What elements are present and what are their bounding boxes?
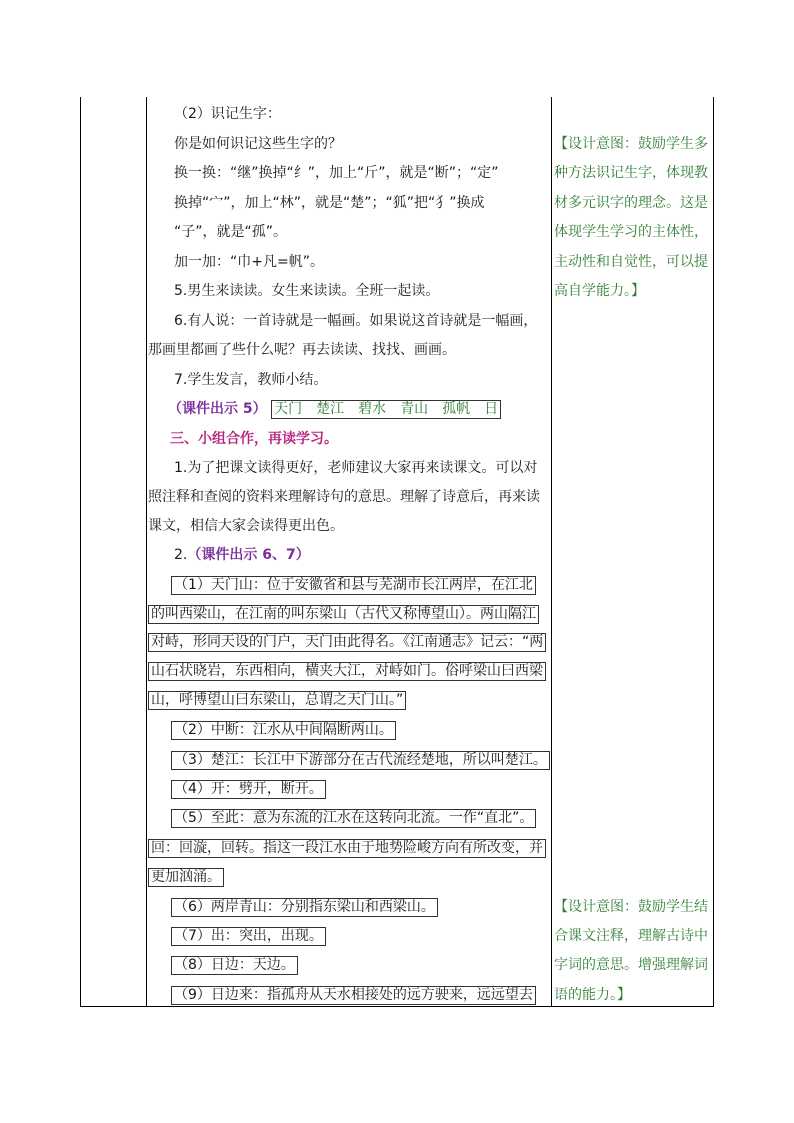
method-swap-line-1: 换一换：“继”换掉“纟”，加上“斤”，就是“断”；“定” [174, 165, 499, 181]
design-note-1-line-4: 体现学生学习的主体性， [554, 224, 708, 240]
annotation-5-line-3: 更加汹涌。 [148, 867, 551, 887]
keyword-box: 天门 楚江 碧水 青山 孤帆 日 [271, 400, 501, 419]
annotation-1-line-4: 山石状晓岩，东西相向，横夹大江，对峙如门。俗呼梁山曰西梁 [148, 661, 551, 681]
annotation-2: （2）中断：江水从中间隔断两山。 [171, 720, 551, 740]
annotation-5-line-1: （5）至此：意为东流的江水在这转向北流。一作“直北”。 [171, 808, 551, 828]
design-note-2-line-2: 合课文注释，理解古诗中 [554, 928, 708, 944]
section-heading-3: 三、小组合作，再读学习。 [170, 431, 338, 447]
design-note-1-line-5: 主动性和自觉性，可以提 [554, 254, 708, 270]
design-note-1-line-2: 种方法识记生字，体现教 [554, 165, 708, 181]
step-6-line-1: 6.有人说：一首诗就是一幅画。如果说这首诗就是一幅画， [174, 313, 538, 329]
annotation-7: （7）出：突出，出现。 [171, 926, 551, 946]
section-subheading: （2）识记生字： [174, 106, 281, 122]
method-add-line: 加一加：“巾+凡=帆”。 [174, 254, 324, 270]
annotation-5-line-2: 回：回漩，回转。指这一段江水由于地势险峻方向有所改变，并 [148, 838, 551, 858]
design-note-1-line-1: 【设计意图：鼓励学生多 [554, 136, 708, 152]
annotation-9: （9）日边来：指孤舟从天水相接处的远方驶来，远远望去 [171, 985, 551, 1005]
design-note-1-line-3: 材多元识字的理念。这是 [554, 195, 708, 211]
annotation-4: （4）开：劈开，断开。 [171, 779, 551, 799]
annotation-1-line-1: （1）天门山：位于安徽省和县与芜湖市长江两岸，在江北 [171, 575, 551, 595]
courseware-tag: （课件出示 5） [168, 401, 267, 417]
courseware-5-line [148, 399, 551, 419]
step-1-line-2: 照注释和查阅的资料来理解诗句的意思。理解了诗意后，再来读 [148, 489, 540, 505]
design-note-2-line-4: 语的能力。】 [554, 987, 631, 1003]
method-swap-line-3: “子”，就是“孤”。 [174, 224, 288, 240]
annotation-6: （6）两岸青山：分别指东梁山和西梁山。 [171, 897, 551, 917]
design-note-2-line-3: 字词的意思。增强理解词 [554, 957, 708, 973]
step-1-line-1: 1.为了把课文读得更好，老师建议大家再来读课文。可以对 [174, 460, 538, 476]
annotation-1-line-3: 对峙，形同天设的门户，天门由此得名。《江南通志》记云：“两 [148, 632, 551, 652]
method-swap-line-2: 换掉“宀”，加上“林”，就是“楚”；“狐”把“犭”换成 [174, 195, 485, 211]
table-column-divider-1 [146, 97, 147, 1007]
annotation-8: （8）日边：天边。 [171, 955, 551, 975]
annotation-1-line-5: 山，呼博望山曰东梁山，总谓之天门山。” [148, 690, 551, 710]
design-note-2-line-1: 【设计意图：鼓励学生结 [554, 899, 708, 915]
table-border-bottom [80, 1006, 714, 1007]
table-border-left [80, 97, 81, 1007]
step-7-text: 7.学生发言，教师小结。 [174, 372, 328, 388]
table-column-divider-2 [551, 97, 552, 1007]
step-1-line-3: 课文，相信大家会读得更出色。 [148, 518, 344, 534]
step-5-text: 5.男生来读读。女生来读读。全班一起读。 [174, 283, 440, 299]
annotation-3: （3）楚江：长江中下游部分在古代流经楚地，所以叫楚江。 [171, 750, 551, 770]
design-note-1-line-6: 高自学能力。】 [554, 283, 645, 299]
annotation-1-line-2: 的叫西梁山，在江南的叫东梁山（古代又称博望山）。两山隔江 [148, 604, 551, 624]
question-text: 你是如何识记这些生字的？ [174, 136, 342, 152]
step-2-line: 2.（课件出示 6、7） [174, 547, 310, 563]
step-6-line-2: 那画里都画了些什么呢？再去读读、找找、画画。 [148, 342, 456, 358]
courseware-tag: （课件出示 6、7） [187, 547, 310, 563]
